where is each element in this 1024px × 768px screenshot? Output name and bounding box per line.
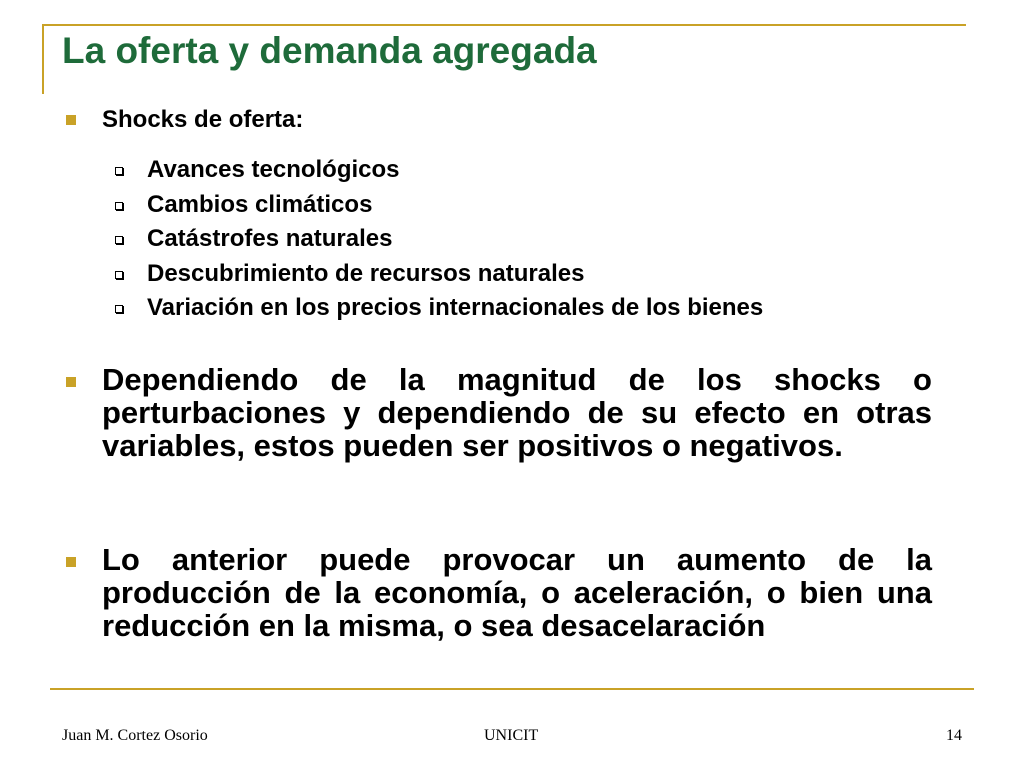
hollow-square-bullet-icon <box>115 202 123 210</box>
shocks-heading: Shocks de oferta: <box>102 106 304 133</box>
hollow-square-bullet-icon <box>115 236 123 244</box>
frame-left-line <box>42 24 44 94</box>
footer-divider-line <box>50 688 974 690</box>
paragraph-shocks-effect: Dependiendo de la magnitud de los shocks o perturbaciones y dependiendo de su efecto en otras variables, estos pueden ser positivos o negativos. <box>102 362 932 463</box>
footer-page-number: 14 <box>946 727 962 744</box>
slide-title: La oferta y demanda agregada <box>62 30 597 71</box>
square-bullet-icon <box>66 377 76 387</box>
hollow-square-bullet-icon <box>115 271 123 279</box>
footer-author: Juan M. Cortez Osorio <box>62 727 208 744</box>
footer-institution: UNICIT <box>484 727 539 744</box>
hollow-square-bullet-icon <box>115 305 123 313</box>
square-bullet-icon <box>66 115 76 125</box>
frame-top-line <box>42 24 966 26</box>
square-bullet-icon <box>66 557 76 567</box>
hollow-square-bullet-icon <box>115 167 123 175</box>
paragraph-production-effect: Lo anterior puede provocar un aumento de la producción de la economía, o aceleración, o bien una reducción en la misma, o sea desacelaración <box>102 542 932 643</box>
